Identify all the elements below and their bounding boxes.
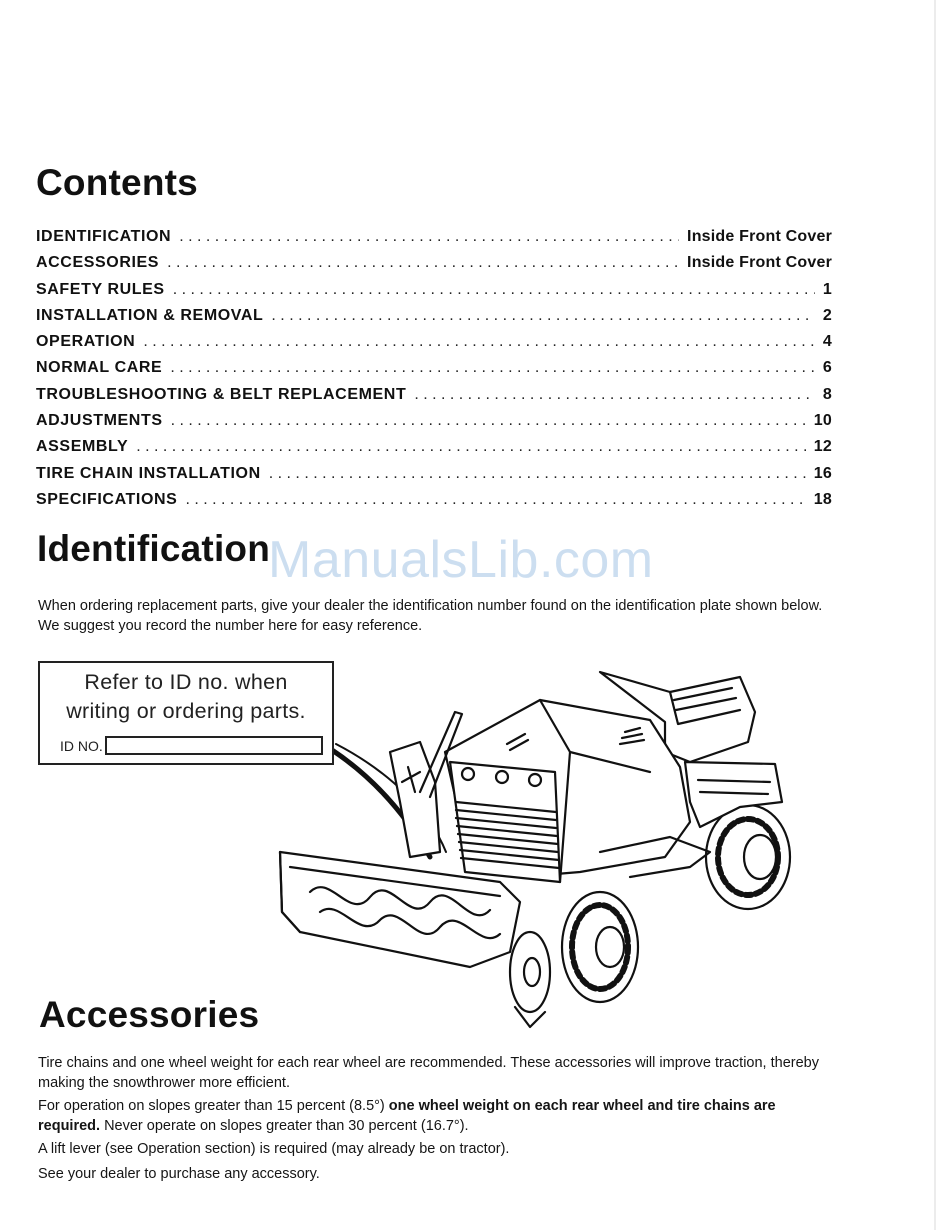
toc-leader-dots <box>167 254 679 272</box>
toc-leader-dots <box>173 281 815 299</box>
toc-entry[interactable] <box>36 412 832 438</box>
toc-entry-title: OPERATION <box>36 333 136 351</box>
id-number-field[interactable] <box>105 736 323 755</box>
tractor-snowthrower-illustration <box>270 652 800 1047</box>
table-of-contents <box>36 228 832 517</box>
toc-leader-dots <box>271 307 814 325</box>
accessories-paragraph: Tire chains and one wheel weight for each rear wheel are recommended. These accessories will improve traction, thereby making the snowthrower more efficient. <box>38 1055 819 1091</box>
id-number-label: ID NO. <box>60 737 103 754</box>
toc-entry-title: TIRE CHAIN INSTALLATION <box>36 464 261 482</box>
identification-text: When ordering replacement parts, give your dealer the identification number found on the identification plate shown below. We suggest you record the number here for easy reference. <box>38 598 823 634</box>
toc-leader-dots <box>269 465 806 483</box>
toc-entry-title: SAFETY RULES <box>36 280 165 298</box>
id-box-line: Refer to ID no. when <box>84 670 288 694</box>
toc-entry-title: NORMAL CARE <box>36 359 163 377</box>
toc-entry-page: Inside Front Cover <box>687 228 832 245</box>
toc-leader-dots <box>136 438 806 456</box>
toc-entry[interactable] <box>36 359 832 385</box>
toc-entry[interactable] <box>36 281 832 307</box>
id-plate-box <box>38 661 334 765</box>
toc-entry[interactable] <box>36 491 832 517</box>
toc-entry-title: INSTALLATION & REMOVAL <box>36 306 264 324</box>
toc-entry[interactable] <box>36 307 832 333</box>
toc-entry-page: Inside Front Cover <box>687 254 832 272</box>
toc-entry-page: 16 <box>813 464 832 482</box>
toc-entry-page: 1 <box>822 280 832 298</box>
accessories-paragraph <box>38 1097 838 1136</box>
watermark: ManualsLib.com <box>268 531 654 589</box>
toc-entry-page: 18 <box>813 490 832 508</box>
toc-entry-title: ASSEMBLY <box>36 438 129 456</box>
toc-leader-dots <box>143 333 815 351</box>
toc-entry-page: 10 <box>813 412 832 430</box>
accessories-paragraph: See your dealer to purchase any accessory. <box>38 1166 320 1182</box>
page-edge <box>934 0 936 1230</box>
toc-leader-dots <box>170 359 815 377</box>
accessories-paragraph: A lift lever (see Operation section) is required (may already be on tractor). <box>38 1141 510 1157</box>
accessories-text: Never operate on slopes greater than 30 percent (16.7°). <box>100 1117 469 1134</box>
accessories-text: For operation on slopes greater than 15 percent (8.5°) <box>38 1098 389 1114</box>
toc-leader-dots <box>185 491 805 509</box>
toc-entry-page: 2 <box>822 306 832 324</box>
toc-entry-page: 4 <box>822 333 832 351</box>
id-number-row <box>60 736 323 755</box>
contents-heading: Contents <box>36 162 198 203</box>
toc-entry-title: ADJUSTMENTS <box>36 412 163 430</box>
toc-entry-page: 6 <box>822 359 832 377</box>
accessories-warning-text: one wheel weight on each rear wheel and tire chains are required. <box>38 1098 776 1134</box>
toc-entry-title: ACCESSORIES <box>36 254 160 272</box>
toc-entry[interactable] <box>36 438 832 464</box>
toc-entry[interactable] <box>36 386 832 412</box>
toc-leader-dots <box>414 386 815 404</box>
toc-leader-dots <box>171 412 806 430</box>
toc-entry-page: 12 <box>813 438 832 456</box>
toc-entry[interactable] <box>36 333 832 359</box>
toc-entry[interactable] <box>36 465 832 491</box>
toc-entry-page: 8 <box>822 385 832 403</box>
toc-entry-title: IDENTIFICATION <box>36 228 172 245</box>
accessories-heading: Accessories <box>39 994 260 1035</box>
id-box-line: writing or ordering parts. <box>66 699 306 723</box>
toc-entry[interactable] <box>36 254 832 280</box>
toc-entry[interactable] <box>36 228 832 254</box>
toc-leader-dots <box>179 228 679 246</box>
toc-entry-title: SPECIFICATIONS <box>36 490 178 508</box>
identification-heading: Identification <box>37 528 271 569</box>
toc-entry-title: TROUBLESHOOTING & BELT REPLACEMENT <box>36 385 407 403</box>
